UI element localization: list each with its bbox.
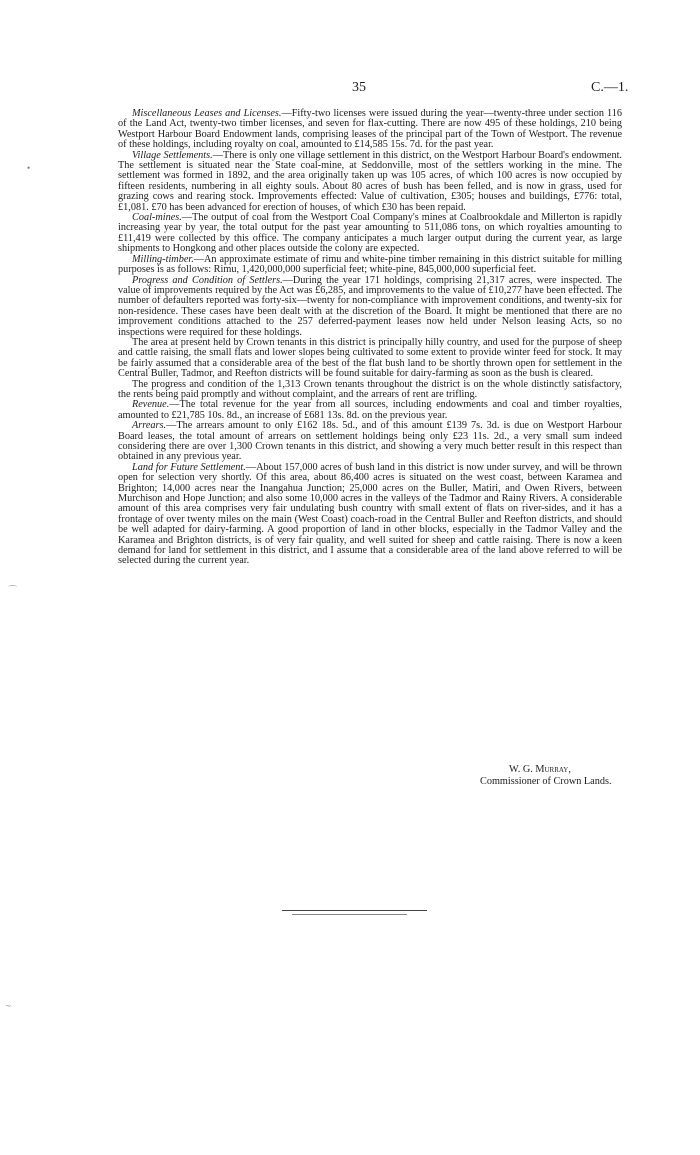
margin-scratch: ~ bbox=[6, 1001, 11, 1011]
section-divider-secondary bbox=[292, 914, 407, 915]
margin-speck: • bbox=[27, 163, 31, 173]
paragraph-text: —During the year 171 holdings, comprising 21,317 acres, were inspected. The value of improvements required by the Act was £6,285, and improvements to the value of £10,277 have been effected. The number of defaulters reported was forty-six—twenty for non-compliance with improvement conditions, and twenty-six for non-residence. These cases have been dealt with at the discretion of the Board. It might be mentioned that there are no improvement conditions attached to the 257 deferred-payment leases now held under Nelson leasing Acts, so no inspections were required for these holdings. bbox=[118, 274, 622, 338]
paragraph-heading: Revenue. bbox=[132, 399, 170, 411]
paragraph-village-settlements bbox=[118, 151, 622, 213]
paragraph-text: —Fifty-two licenses were issued during the year—twenty-three under section 116 of the Land Act, twenty-two timber licenses, and seven for flax-cutting. There are now 495 of these holdings, 210 being Westport Harbour Board Endowment lands, comprising leases of the principal part of the Town of Westport. The revenue of these holdings, including royalty on coal, amounted to £14,585 15s. 7d. for the past year. bbox=[118, 108, 622, 151]
report-body bbox=[118, 109, 622, 567]
paragraph-heading: Milling-timber. bbox=[132, 253, 194, 265]
paragraph-text: —About 157,000 acres of bush land in this district is now under survey, and will be thrown open for selection very shortly. Of this area, about 86,400 acres is situated on the west coast, between Karamea and Brighton; 14,000 acres near the Inangahua Junction; 25,000 acres on the Buller, Matiri, and Owen Rivers, between Murchison and Hope Junction; and also some 10,000 acres in the valleys of the Tadmor and Rainy Rivers. A considerable amount of this area comprises very fair undulating bush country with small extent of flats on river-sides, and it has a frontage of over twenty miles on the main (West Coast) coach-road in the Central Buller and Reefton districts, and should be well adapted for dairy-farming. A good proportion of land in other blocks, especially in the Tadmor Valley and the Karamea and Brighton districts, is of very fair quality, and well suited for sheep and cattle raising. There is now a keen demand for land for settlement in this district, and I assume that a considerable area of the land above referred to will be selected during the current year. bbox=[118, 461, 623, 567]
paragraph-heading: Progress and Condition of Settlers. bbox=[132, 274, 283, 286]
paragraph-heading: Coal-mines. bbox=[132, 212, 182, 224]
document-code: C.—1. bbox=[591, 80, 629, 95]
paragraph-future-settlement bbox=[118, 463, 622, 567]
paragraph-text: The progress and condition of the 1,313 Crown tenants throughout the district is on the whole distinctly satisfactory, the rents being paid promptly and without complaint, and the arrears of rent are trifling. bbox=[118, 378, 622, 400]
paragraph-coal-mines bbox=[118, 213, 622, 255]
paragraph-heading: Arrears. bbox=[132, 420, 167, 432]
paragraph-heading: Village Settlements. bbox=[132, 149, 213, 161]
paragraph-milling-timber bbox=[118, 255, 622, 276]
paragraph-miscellaneous-leases bbox=[118, 109, 622, 151]
paragraph-heading: Miscellaneous Leases and Licenses. bbox=[132, 108, 282, 119]
section-divider bbox=[282, 910, 427, 911]
paragraph-text: —The output of coal from the Westport Coal Company's mines at Coalbrookdale and Millerton is rapidly increasing year by year, the total output for the past year amounting to 511,086 tons, on which royalties amounting to £11,419 were collected by this office. The company anticipates a much larger output during the current year, as large shipments to Hongkong and other places outside the colony are expected. bbox=[118, 212, 622, 255]
paragraph-text: —The arrears amount to only £162 18s. 5d., and of this amount £139 7s. 3d. is due on Westport Harbour Board leases, the total amount of arrears on settlement holdings being only £23 11s. 2d., a very small sum indeed considering there are over 1,300 Crown tenants in this district, and showing a very much better result in this respect than obtained in any previous year. bbox=[118, 420, 622, 463]
paragraph-tenant-condition bbox=[118, 380, 622, 401]
paragraph-arrears bbox=[118, 421, 622, 463]
paragraph-heading: Land for Future Settlement. bbox=[132, 461, 246, 473]
margin-scratch: ⌒ bbox=[8, 585, 18, 595]
page-header bbox=[0, 80, 700, 100]
paragraph-crown-tenant-area bbox=[118, 338, 622, 380]
paragraph-text: —The total revenue for the year from all sources, including endowments and coal and timber royalties, amounted to £21,785 10s. 8d., an increase of £681 13s. 8d. on the previous year. bbox=[118, 399, 622, 421]
paragraph-revenue bbox=[118, 400, 622, 421]
paragraph-text: —There is only one village settlement in this district, on the Westport Harbour Board's endowment. The settlement is situated near the State coal-mine, at Seddonville, most of the settlers working in the mine. The settlement was formed in 1892, and the area originally taken up was 105 acres, of which 100 acres is now occupied by fifteen residents, numbering in all eighty souls. About 80 acres of bush has been felled, and is now in grass, used for grazing cows and rearing stock. Improvements effected: Value of cultivation, £305; houses and buildings, £776: total, £1,081. £70 has been advanced for erection of houses, of which £30 has been repaid. bbox=[118, 149, 622, 213]
signature-block bbox=[480, 764, 612, 787]
paragraph-text: The area at present held by Crown tenants in this district is principally hilly country, and used for the purpose of sheep and cattle raising, the small flats and lower slopes being cultivated to some extent to provide winter feed for stock. It may be fairly assumed that a considerable area of the best of the flat bush land to be shortly thrown open for settlement in the Central Buller, Tadmor, and Reefton districts will be found suitable for dairy-farming as soon as the bush is cleared. bbox=[118, 336, 622, 380]
signatory-name: W. G. Murray, bbox=[509, 764, 571, 775]
page-number: 35 bbox=[352, 80, 366, 95]
paragraph-progress-of-settlers bbox=[118, 276, 622, 338]
paragraph-text: —An approximate estimate of rimu and white-pine timber remaining in this district suitable for milling purposes is as follows: Rimu, 1,420,000,000 superficial feet; white-pine, 845,000,000 superficial feet. bbox=[118, 253, 622, 276]
signatory-title: Commissioner of Crown Lands. bbox=[480, 775, 612, 787]
